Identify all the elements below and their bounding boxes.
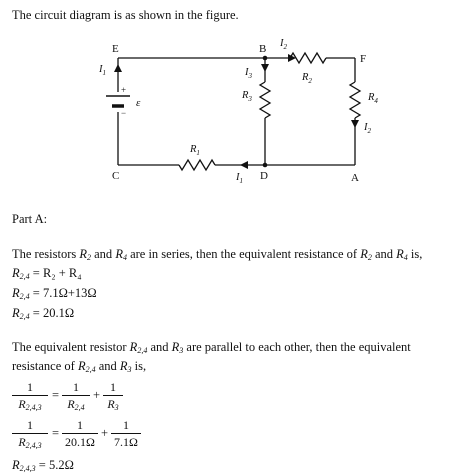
arrow-i3 (261, 64, 269, 72)
equation-r24-result: $R_{2,4} = 20.1\Omega$ (12, 306, 75, 321)
intro-text: The circuit diagram is as shown in the figure. (12, 8, 239, 22)
current-i1-bottom: $I_1$ (236, 172, 243, 185)
junction-b (263, 56, 268, 61)
equation-r24-sum: $R_{2,4} = R_2 + R_4$ (12, 266, 82, 281)
arrow-i1-bottom (240, 161, 248, 169)
paragraph-parallel-line2: resistance of $R_{2,4}$ and $R_3$ is, (12, 359, 147, 374)
equation-r24-values: $R_{2,4} = 7.1\Omega+13\Omega$ (12, 286, 97, 301)
arrow-i1-left (114, 64, 122, 72)
node-e-label: E (112, 43, 119, 55)
fraction-1-over-r3: 1 $R_3$ (103, 380, 123, 415)
circuit-diagram (0, 36, 474, 186)
equation-final-result: $R_{2,4,3} = 5.2\Omega$ (12, 458, 74, 473)
fraction-1-over-71: 1 7.1Ω (111, 418, 141, 449)
resistor-r4 (350, 82, 360, 118)
node-d-label: D (260, 170, 268, 182)
arrow-i2-right (351, 120, 359, 128)
plus-sign-2: + (101, 426, 109, 440)
node-c-label: C (112, 170, 120, 182)
fraction-1-over-r243-b: 1 $R_{2,4,3}$ (12, 418, 48, 453)
paragraph-parallel-line1: The equivalent resistor $R_{2,4}$ and $R_3$ are parallel to each other, then the equivalent (12, 340, 411, 355)
resistor-r1-label: $R_1$ (190, 144, 200, 157)
resistor-r3-label: $R_3$ (242, 90, 252, 103)
fraction-1-over-r24: 1 $R_{2,4}$ (62, 380, 90, 415)
current-i2-top: $I_2$ (280, 38, 287, 51)
resistor-r3 (260, 82, 270, 118)
current-i3: $I_3$ (245, 67, 252, 80)
node-a-label: A (351, 172, 359, 184)
node-b-label: B (259, 43, 267, 55)
junction-d (263, 163, 268, 168)
equals-sign-2: = (52, 426, 60, 440)
equals-sign-1: = (52, 388, 60, 402)
fraction-1-over-201: 1 20.1Ω (62, 418, 98, 449)
emf-label: ε (136, 97, 141, 109)
current-i1-left: $I_1$ (99, 64, 106, 77)
battery-minus: − (121, 108, 127, 118)
fraction-1-over-r243: 1 $R_{2,4,3}$ (12, 380, 48, 415)
resistor-r4-label: $R_4$ (368, 92, 378, 105)
resistor-r1 (179, 160, 215, 170)
plus-sign-1: + (93, 388, 101, 402)
paragraph-series: The resistors $R_2$ and $R_4$ are in series, then the equivalent resistance of $R_2$ and $R_4$ is, (12, 247, 423, 262)
part-a-heading: Part A: (12, 212, 48, 226)
node-f-label: F (360, 53, 367, 65)
resistor-r2-label: $R_2$ (302, 72, 312, 85)
current-i2-right: $I_2$ (364, 122, 371, 135)
battery-plus: + (121, 85, 127, 95)
